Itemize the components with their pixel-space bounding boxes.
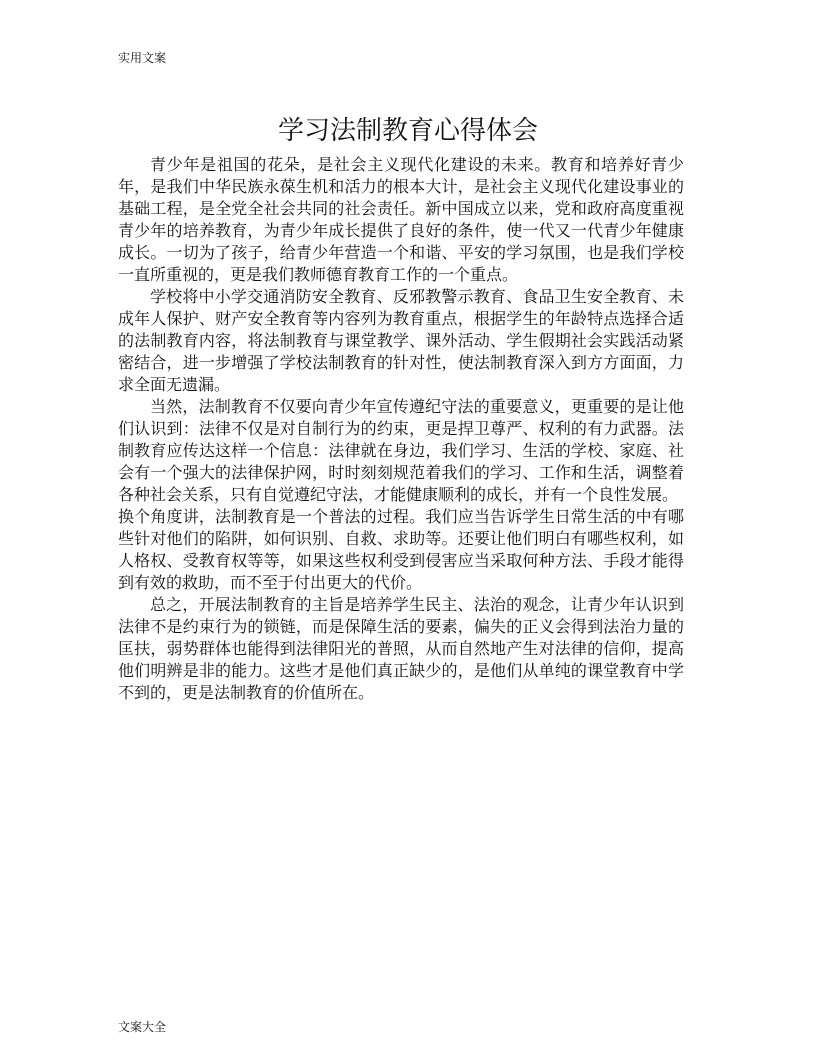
- paragraph-3: 当然，法制教育不仅要向青少年宣传遵纪守法的重要意义，更重要的是让他们认识到：法律不仅是对自制行为的约束，更是捍卫尊严、权利的有力武器。法制教育应传达这样一个信息：法律就在身边，我们学习、生活的学校、家庭、社会有一个强大的法律保护网，时时刻刻规范着我们的学习、工作和生活，调整着各种社会关系，只有自觉遵纪守法，才能健康顺利的成长，并有一个良性发展。: [118, 397, 684, 504]
- page-header: 实用文案: [118, 51, 167, 65]
- paragraph-1: 青少年是祖国的花朵，是社会主义现代化建设的未来。教育和培养好青少年，是我们中华民族永葆生机和活力的根本大计，是社会主义现代化建设事业的基础工程，是全党全社会共同的社会责任。新中国成立以来，党和政府高度重视青少年的培养教育，为青少年成长提供了良好的条件，使一代又一代青少年健康成长。一切为了孩子，给青少年营造一个和谐、平安的学习氛围，也是我们学校一直所重视的，更是我们教师德育教育工作的一个重点。: [118, 155, 684, 284]
- document-title: 学习法制教育心得体会: [277, 116, 538, 147]
- paragraph-2: 学校将中小学交通消防安全教育、反邪教警示教育、食品卫生安全教育、未成年人保护、财产安全教育等内容列为教育重点，根据学生的年龄特点选择合适的法制教育内容，将法制教育与课堂教学、课外活动、学生假期社会实践活动紧密结合，进一步增强了学校法制教育的针对性，使法制教育深入到方方面面，力求全面无遗漏。: [118, 287, 684, 394]
- page-footer: 文案大全: [118, 1020, 167, 1034]
- paragraph-5: 总之，开展法制教育的主旨是培养学生民主、法治的观念，让青少年认识到法律不是约束行为的锁链，而是保障生活的要素，偏失的正义会得到法治力量的匡扶，弱势群体也能得到法律阳光的普照，从而自然地产生对法律的信仰，提高他们明辨是非的能力。这些才是他们真正缺少的，是他们从单纯的课堂教育中学不到的，更是法制教育的价值所在。: [118, 595, 684, 702]
- document-body: [118, 154, 684, 704]
- paragraph-4: 换个角度讲，法制教育是一个普法的过程。我们应当告诉学生日常生活的中有哪些针对他们的陷阱，如何识别、自救、求助等。还要让他们明白有哪些权利，如人格权、受教育权等等，如果这些权利受到侵害应当采取何种方法、手段才能得到有效的救助，而不至于付出更大的代价。: [118, 507, 684, 592]
